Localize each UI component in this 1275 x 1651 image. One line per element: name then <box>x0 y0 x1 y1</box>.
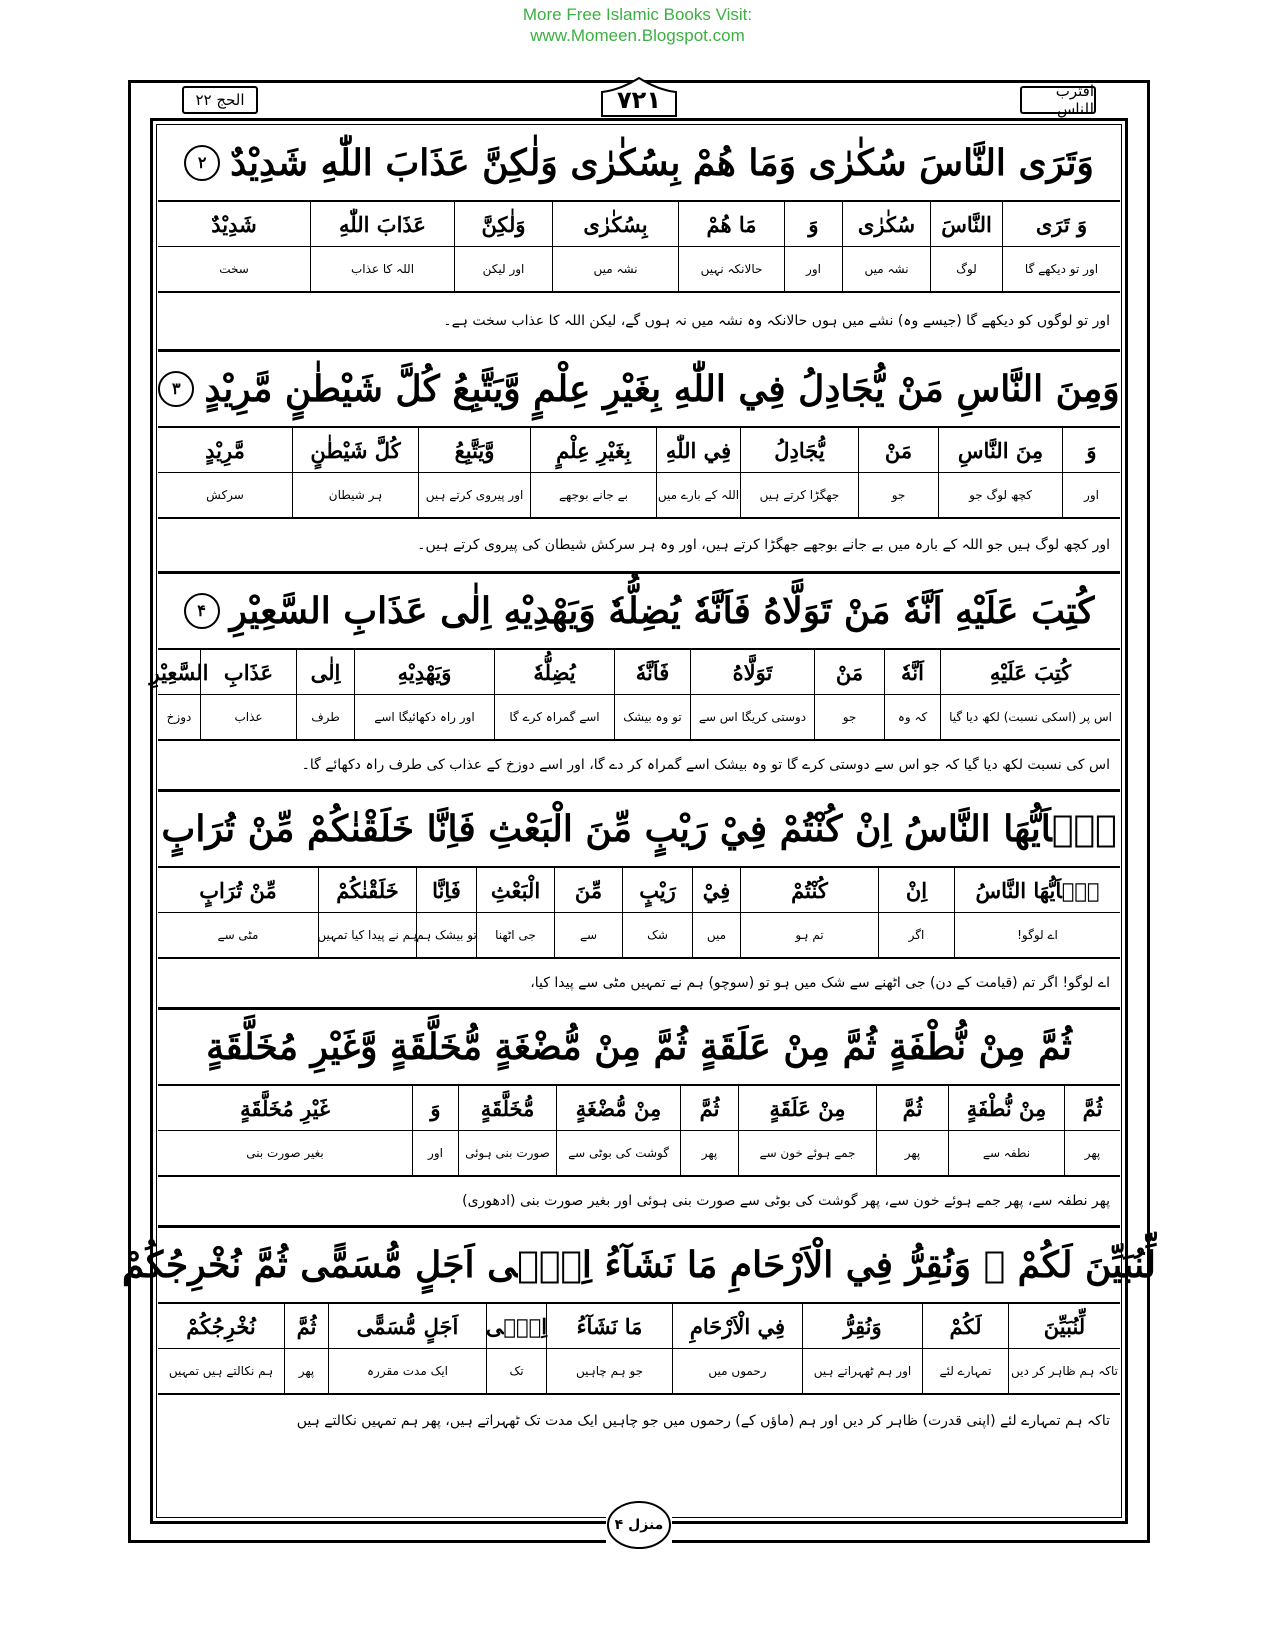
arabic-word-cell: بِغَيْرِ عِلْمٍ <box>530 428 656 472</box>
urdu-meaning-cell: اسے گمراہ کرے گا <box>494 695 614 739</box>
arabic-word-cell: مَا هُمْ <box>678 202 784 246</box>
arabic-word-cell: الْبَعْثِ <box>476 868 554 912</box>
word-row-urdu <box>158 913 1120 959</box>
ayah-number-marker: ۳ <box>158 371 194 407</box>
page-number <box>600 76 678 118</box>
urdu-meaning-cell: طرف <box>296 695 354 739</box>
urdu-meaning-cell: عذاب <box>200 695 296 739</box>
word-row-urdu <box>158 247 1120 293</box>
urdu-meaning-cell: ہم نے پیدا کیا تمہیں <box>318 913 416 957</box>
word-row-urdu <box>158 1349 1120 1395</box>
arabic-word-cell: يُّجَادِلُ <box>740 428 858 472</box>
word-row-arabic <box>158 1304 1120 1349</box>
urdu-meaning-cell: نشہ میں <box>842 247 930 291</box>
urdu-meaning-cell: اور <box>412 1131 458 1175</box>
urdu-meaning-cell: پھر <box>1064 1131 1120 1175</box>
arabic-word-cell: ثُمَّ <box>876 1086 948 1130</box>
ayah-line <box>158 126 1120 202</box>
urdu-meaning-cell: اے لوگو! <box>954 913 1120 957</box>
urdu-meaning-cell: دوزخ <box>166 710 192 724</box>
urdu-meaning-cell: جو <box>858 473 938 517</box>
urdu-meaning-cell: شک <box>622 913 692 957</box>
urdu-meaning-cell: ہر شیطان <box>292 473 418 517</box>
arabic-word-cell: فِي الْاَرْحَامِ <box>672 1304 802 1348</box>
urdu-meaning-cell: نطفہ سے <box>948 1131 1064 1175</box>
ayah-line <box>158 352 1120 428</box>
urdu-meaning-cell: تاکہ ہم ظاہر کر دیں <box>1008 1349 1120 1393</box>
urdu-meaning-cell: تم ہو <box>740 913 878 957</box>
ayah-line <box>158 574 1120 650</box>
watermark <box>0 4 1275 46</box>
word-row-urdu <box>158 695 1120 741</box>
arabic-word-cell: كُتِبَ عَلَيْهِ <box>940 650 1120 694</box>
arabic-word-cell: عَذَابِ <box>200 650 296 694</box>
urdu-translation: تاکہ ہم تمہارے لئے (اپنی قدرت) ظاہر کر دیں اور ہم (ماؤں کے) رحموں میں جو چاہیں ایک مدت تک ٹھہراتے ہیں، پھر ہم تمہیں نکالتے ہیں <box>296 1413 1110 1429</box>
ayah-text: كُتِبَ عَلَيْهِ اَنَّهٗ مَنْ تَوَلَّاهُ فَاَنَّهٗ يُضِلُّهٗ وَيَهْدِيْهِ اِلٰى عَذَابِ السَّعِيْرِ <box>229 590 1095 632</box>
urdu-meaning-cell: کچھ لوگ جو <box>938 473 1062 517</box>
arabic-word-cell: ثُمَّ <box>1064 1086 1120 1130</box>
urdu-meaning-cell: اللہ کے بارے میں <box>656 473 740 517</box>
urdu-meaning-cell: حالانکہ نہیں <box>678 247 784 291</box>
arabic-word-cell: اِنْ <box>878 868 954 912</box>
urdu-meaning-cell: جو <box>814 695 884 739</box>
urdu-meaning-cell: تمہارے لئے <box>922 1349 1008 1393</box>
urdu-meaning-cell: نشہ میں <box>552 247 678 291</box>
arabic-word-cell: مِنْ مُّضْغَةٍ <box>556 1086 680 1130</box>
arabic-word-cell: اِلٰى <box>296 650 354 694</box>
arabic-word-cell: نُخْرِجُكُمْ <box>186 1313 256 1339</box>
ayah-text: وَتَرَى النَّاسَ سُكٰرٰى وَمَا هُمْ بِسُكٰرٰى وَلٰكِنَّ عَذَابَ اللّٰهِ شَدِيْدٌ <box>230 142 1094 184</box>
arabic-word-cell: السَّعِيْرِ <box>149 659 209 685</box>
arabic-word-cell: بِسُكٰرٰى <box>552 202 678 246</box>
urdu-meaning-cell: اور <box>784 247 842 291</box>
urdu-meaning-cell: مٹی سے <box>217 928 259 942</box>
ayah-number-marker: ۲ <box>184 145 220 181</box>
juz-label <box>1020 82 1096 118</box>
urdu-meaning-cell: گوشت کی بوٹی سے <box>556 1131 680 1175</box>
urdu-meaning-cell: اگر <box>878 913 954 957</box>
urdu-meaning-cell: اس پر (اسکی نسبت) لکھ دیا گیا <box>940 695 1120 739</box>
word-row-arabic <box>158 428 1120 473</box>
arabic-word-cell: تَوَلَّاهُ <box>690 650 814 694</box>
ayah-line <box>158 1010 1120 1086</box>
ayah-number-marker: ۴ <box>184 593 220 629</box>
ayah-line <box>122 1228 1156 1304</box>
urdu-meaning-cell: پھر <box>284 1349 328 1393</box>
arabic-word-cell: وَلٰكِنَّ <box>454 202 552 246</box>
arabic-word-cell: وَيَهْدِيْهِ <box>354 650 494 694</box>
urdu-meaning-cell: اور <box>1062 473 1120 517</box>
urdu-translation: اور تو لوگوں کو دیکھے گا (جیسے وہ) نشے میں ہوں حالانکہ وہ نشہ میں نہ ہوں گے، لیکن اللہ کا عذاب سخت ہے۔ <box>158 293 1120 352</box>
urdu-meaning-cell: تو بیشک ہم <box>416 913 476 957</box>
arabic-word-cell: اِلٰۤى <box>486 1304 546 1348</box>
arabic-word-cell: سُكٰرٰى <box>842 202 930 246</box>
juz-label-text: اقترب للناس <box>1055 82 1094 118</box>
manzil-marker <box>606 1500 672 1550</box>
ayah-text: ثُمَّ مِنْ نُّطْفَةٍ ثُمَّ مِنْ عَلَقَةٍ ثُمَّ مِنْ مُّضْغَةٍ مُّخَلَّقَةٍ وَّغَيْرِ مُخَلَّقَةٍ <box>206 1026 1072 1068</box>
urdu-translation: اور کچھ لوگ ہیں جو اللہ کے بارہ میں بے جانے بوجھے جھگڑا کرتے ہیں، اور وہ ہر سرکش شیطان کی پیروی کرتے ہیں۔ <box>158 519 1120 574</box>
urdu-meaning-cell: دوستی کریگا اس سے <box>690 695 814 739</box>
word-row-urdu <box>158 473 1120 519</box>
urdu-meaning-cell: رحموں میں <box>672 1349 802 1393</box>
surah-label-text: الحج ۲۲ <box>195 91 245 109</box>
arabic-word-cell: لَكُمْ <box>922 1304 1008 1348</box>
urdu-meaning-cell: تک <box>486 1349 546 1393</box>
arabic-word-cell: مِّنَ <box>554 868 622 912</box>
word-row-arabic <box>158 868 1120 913</box>
urdu-meaning-cell: بغیر صورت بنی <box>246 1146 324 1160</box>
arabic-word-cell: يٰۤاَيُّهَا النَّاسُ <box>954 868 1120 912</box>
arabic-word-cell: اَنَّهٗ <box>884 650 940 694</box>
urdu-meaning-cell: پھر <box>680 1131 738 1175</box>
urdu-meaning-cell: کہ وہ <box>884 695 940 739</box>
arabic-word-cell: وَ <box>784 202 842 246</box>
arabic-word-cell: فِي اللّٰهِ <box>656 428 740 472</box>
urdu-meaning-cell: اللہ کا عذاب <box>310 247 454 291</box>
ayah-text: يٰۤاَيُّهَا النَّاسُ اِنْ كُنْتُمْ فِيْ رَيْبٍ مِّنَ الْبَعْثِ فَاِنَّا خَلَقْنٰكُمْ مِّنْ تُرَابٍ <box>161 808 1117 850</box>
arabic-word-cell: مِنْ عَلَقَةٍ <box>738 1086 876 1130</box>
arabic-word-cell: خَلَقْنٰكُمْ <box>318 868 416 912</box>
arabic-word-cell: شَدِيْدٌ <box>211 211 257 237</box>
arabic-word-cell: كُلَّ شَيْطٰنٍ <box>292 428 418 472</box>
page-content <box>122 126 1156 1447</box>
word-row-arabic <box>158 1086 1120 1131</box>
arabic-word-cell: مِنَ النَّاسِ <box>938 428 1062 472</box>
urdu-translation: اس کی نسبت لکھ دیا گیا کہ جو اس سے دوستی کرے گا تو وہ بیشک اسے گمراہ کر دے گا، اور اسے دوزخ کے عذاب کی طرف راہ دکھائے گا۔ <box>158 741 1120 792</box>
watermark-line-1: More Free Islamic Books Visit: <box>522 5 753 24</box>
urdu-meaning-cell: اور راہ دکھائیگا اسے <box>354 695 494 739</box>
urdu-meaning-cell: ایک مدت مقررہ <box>328 1349 486 1393</box>
arabic-word-cell: وَّيَتَّبِعُ <box>418 428 530 472</box>
word-row-arabic <box>149 650 1120 695</box>
arabic-word-cell: وَ تَرَى <box>1002 202 1120 246</box>
arabic-word-cell: وَنُقِرُّ <box>802 1304 922 1348</box>
urdu-meaning-cell: بے جانے بوجھے <box>530 473 656 517</box>
word-row-urdu <box>158 1131 1120 1177</box>
urdu-translation: اے لوگو! اگر تم (قیامت کے دن) جی اٹھنے سے شک میں ہو تو (سوچو) ہم نے تمہیں مٹی سے پیدا کیا، <box>158 959 1120 1010</box>
urdu-meaning-cell: جی اٹھنا <box>476 913 554 957</box>
urdu-translation: پھر نطفہ سے، پھر جمے ہوئے خون سے، پھر گوشت کی بوٹی سے صورت بنی ہوئی اور بغیر صورت بنی (ادھوری) <box>158 1177 1120 1228</box>
urdu-meaning-cell: پھر <box>876 1131 948 1175</box>
watermark-link[interactable]: www.Momeen.Blogspot.com <box>530 26 745 45</box>
ayah-text: وَمِنَ النَّاسِ مَنْ يُّجَادِلُ فِي اللّٰهِ بِغَيْرِ عِلْمٍ وَّيَتَّبِعُ كُلَّ شَيْطٰنٍ مَّرِيْدٍ <box>204 368 1120 410</box>
page-number-text: ۷۲۱ <box>617 86 661 114</box>
urdu-meaning-cell: سے <box>554 913 622 957</box>
arabic-word-cell: وَ <box>1062 428 1120 472</box>
manzil-text: منزل ۴ <box>614 1517 664 1533</box>
arabic-word-cell: عَذَابَ اللّٰهِ <box>310 202 454 246</box>
arabic-word-cell: ثُمَّ <box>680 1086 738 1130</box>
arabic-word-cell: فَاَنَّهٗ <box>614 650 690 694</box>
urdu-meaning-cell: ہم نکالتے ہیں تمہیں <box>168 1364 274 1378</box>
ayah-line <box>158 792 1120 868</box>
arabic-word-cell: اَجَلٍ مُّسَمًّى <box>328 1304 486 1348</box>
arabic-word-cell: يُضِلُّهٗ <box>494 650 614 694</box>
urdu-meaning-cell: میں <box>692 913 740 957</box>
ayah-text: لِّنُبَيِّنَ لَكُمْ ۗ وَنُقِرُّ فِي الْاَرْحَامِ مَا نَشَآءُ اِلٰۤى اَجَلٍ مُّسَمًّى ثُمَّ نُخْرِجُكُمْ <box>122 1244 1156 1286</box>
urdu-meaning-cell: جھگڑا کرتے ہیں <box>740 473 858 517</box>
arabic-word-cell: فِيْ <box>692 868 740 912</box>
urdu-meaning-cell: اور پیروی کرتے ہیں <box>418 473 530 517</box>
arabic-word-cell: وَ <box>412 1086 458 1130</box>
arabic-word-cell: ثُمَّ <box>284 1304 328 1348</box>
surah-label <box>182 86 258 114</box>
arabic-word-cell: مُّخَلَّقَةٍ <box>458 1086 556 1130</box>
arabic-word-cell: مَا نَشَآءُ <box>546 1304 672 1348</box>
arabic-word-cell: مِّنْ تُرَابٍ <box>199 877 277 903</box>
arabic-word-cell: النَّاسَ <box>930 202 1002 246</box>
urdu-meaning-cell: لوگ <box>930 247 1002 291</box>
urdu-meaning-cell: اور ہم ٹھہراتے ہیں <box>802 1349 922 1393</box>
arabic-word-cell: لِّنُبَيِّنَ <box>1008 1304 1120 1348</box>
urdu-meaning-cell: صورت بنی ہوئی <box>458 1131 556 1175</box>
arabic-word-cell: غَيْرِ مُخَلَّقَةٍ <box>240 1095 330 1121</box>
urdu-meaning-cell: اور لیکن <box>454 247 552 291</box>
arabic-word-cell: مَّرِيْدٍ <box>205 437 245 463</box>
urdu-meaning-cell: اور تو دیکھے گا <box>1002 247 1120 291</box>
urdu-meaning-cell: جو ہم چاہیں <box>546 1349 672 1393</box>
arabic-word-cell: فَاِنَّا <box>416 868 476 912</box>
urdu-meaning-cell: سرکش <box>206 488 244 502</box>
arabic-word-cell: كُنْتُمْ <box>740 868 878 912</box>
arabic-word-cell: رَيْبٍ <box>622 868 692 912</box>
urdu-meaning-cell: سخت <box>219 262 249 276</box>
urdu-meaning-cell: تو وہ بیشک <box>614 695 690 739</box>
arabic-word-cell: مَنْ <box>858 428 938 472</box>
urdu-meaning-cell: جمے ہوئے خون سے <box>738 1131 876 1175</box>
word-row-arabic <box>158 202 1120 247</box>
arabic-word-cell: مَنْ <box>814 650 884 694</box>
arabic-word-cell: مِنْ نُّطْفَةٍ <box>948 1086 1064 1130</box>
